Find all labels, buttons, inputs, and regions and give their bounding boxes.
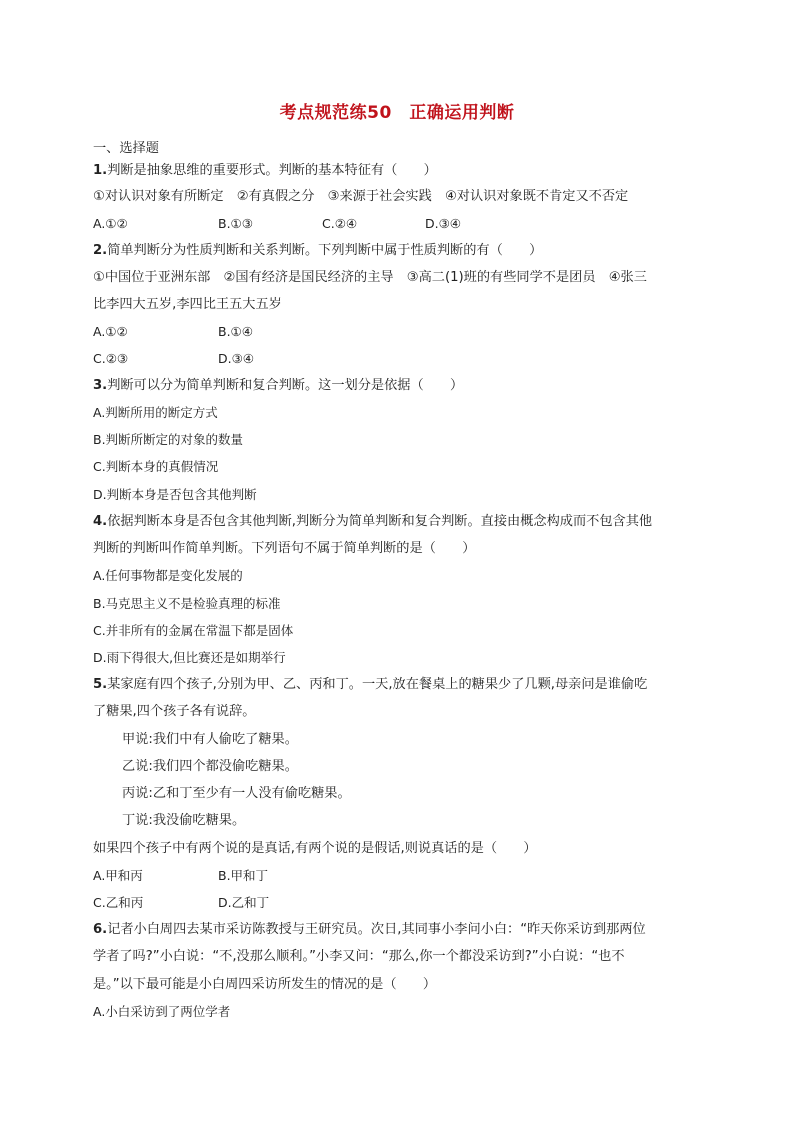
question-5-question: 如果四个孩子中有两个说的是真话,有两个说的是假话,则说真话的是（ ）: [93, 841, 537, 856]
option-c: C.并非所有的金属在常温下都是固体: [93, 623, 294, 638]
question-4-stem-line2: 判断的判断叫作简单判断。下列语句不属于简单判断的是（ ）: [93, 541, 476, 556]
option-b: B.甲和丁: [218, 868, 269, 883]
statement-jia: 甲说:我们中有人偷吃了糖果。: [122, 732, 298, 747]
question-number: 6.: [93, 922, 108, 937]
option-c: C.判断本身的真假情况: [93, 459, 219, 474]
question-6-stem-line2: 学者了吗?”小白说：“不,没那么顺利。”小李又问：“那么,你一个都没采访到?”小白说：“也不: [93, 949, 625, 964]
option-a: A.甲和丙: [93, 868, 143, 883]
page-title: 考点规范练50 正确运用判断: [279, 103, 515, 123]
statement-yi: 乙说:我们四个都没偷吃糖果。: [122, 759, 298, 774]
option-a: A.①②: [93, 216, 128, 231]
question-2: [93, 242, 542, 260]
option-c: C.乙和丙: [93, 895, 144, 910]
question-number: 5.: [93, 677, 108, 692]
question-1-items: ①对认识对象有所断定 ②有真假之分 ③来源于社会实践 ④对认识对象既不肯定又不否定: [93, 189, 629, 204]
option-d: D.判断本身是否包含其他判断: [93, 487, 257, 502]
question-number: 1.: [93, 163, 108, 178]
option-b: B.①④: [218, 324, 253, 339]
question-4: [93, 513, 652, 531]
statement-ding: 丁说:我没偷吃糖果。: [122, 813, 246, 828]
question-5-stem-line2: 了糖果,四个孩子各有说辞。: [93, 704, 256, 719]
question-6-stem-line3: 是。”以下最可能是小白周四采访所发生的情况的是（ ）: [93, 977, 437, 992]
option-a: A.判断所用的断定方式: [93, 405, 218, 420]
question-number: 3.: [93, 378, 108, 393]
option-c: C.②③: [93, 351, 129, 366]
question-stem: 简单判断分为性质判断和关系判断。下列判断中属于性质判断的有（ ）: [107, 243, 543, 258]
option-d: D.乙和丁: [218, 895, 270, 910]
question-number: 2.: [93, 243, 108, 258]
statement-bing: 丙说:乙和丁至少有一人没有偷吃糖果。: [122, 786, 351, 801]
question-5: [93, 676, 647, 694]
question-1: [93, 162, 437, 180]
question-stem: 判断是抽象思维的重要形式。判断的基本特征有（ ）: [107, 163, 437, 178]
question-2-items-line2: 比李四大五岁,李四比王五大五岁: [93, 297, 282, 312]
question-stem: 依据判断本身是否包含其他判断,判断分为简单判断和复合判断。直接由概念构成而不包含其他: [107, 514, 653, 529]
option-b: B.判断所断定的对象的数量: [93, 432, 244, 447]
option-d: D.③④: [425, 216, 462, 231]
option-b: B.马克思主义不是检验真理的标准: [93, 596, 281, 611]
option-d: D.雨下得很大,但比赛还是如期举行: [93, 650, 286, 665]
option-d: D.③④: [218, 351, 255, 366]
question-stem: 记者小白周四去某市采访陈教授与王研究员。次日,其同事小李问小白：“昨天你采访到那两位: [107, 922, 646, 937]
option-a: A.小白采访到了两位学者: [93, 1004, 231, 1019]
option-c: C.②④: [322, 216, 358, 231]
question-2-items-line1: ①中国位于亚洲东部 ②国有经济是国民经济的主导 ③高二(1)班的有些同学不是团员 ④张三: [93, 270, 647, 285]
question-number: 4.: [93, 514, 108, 529]
option-b: B.①③: [218, 216, 253, 231]
option-a: A.任何事物都是变化发展的: [93, 568, 243, 583]
question-3: [93, 377, 463, 395]
question-stem: 判断可以分为简单判断和复合判断。这一划分是依据（ ）: [107, 378, 464, 393]
question-6: [93, 921, 646, 939]
option-a: A.①②: [93, 324, 128, 339]
question-stem: 某家庭有四个孩子,分别为甲、乙、丙和丁。一天,放在餐桌上的糖果少了几颗,母亲问是谁偷吃: [107, 677, 648, 692]
section-heading: 一、选择题: [93, 141, 159, 156]
